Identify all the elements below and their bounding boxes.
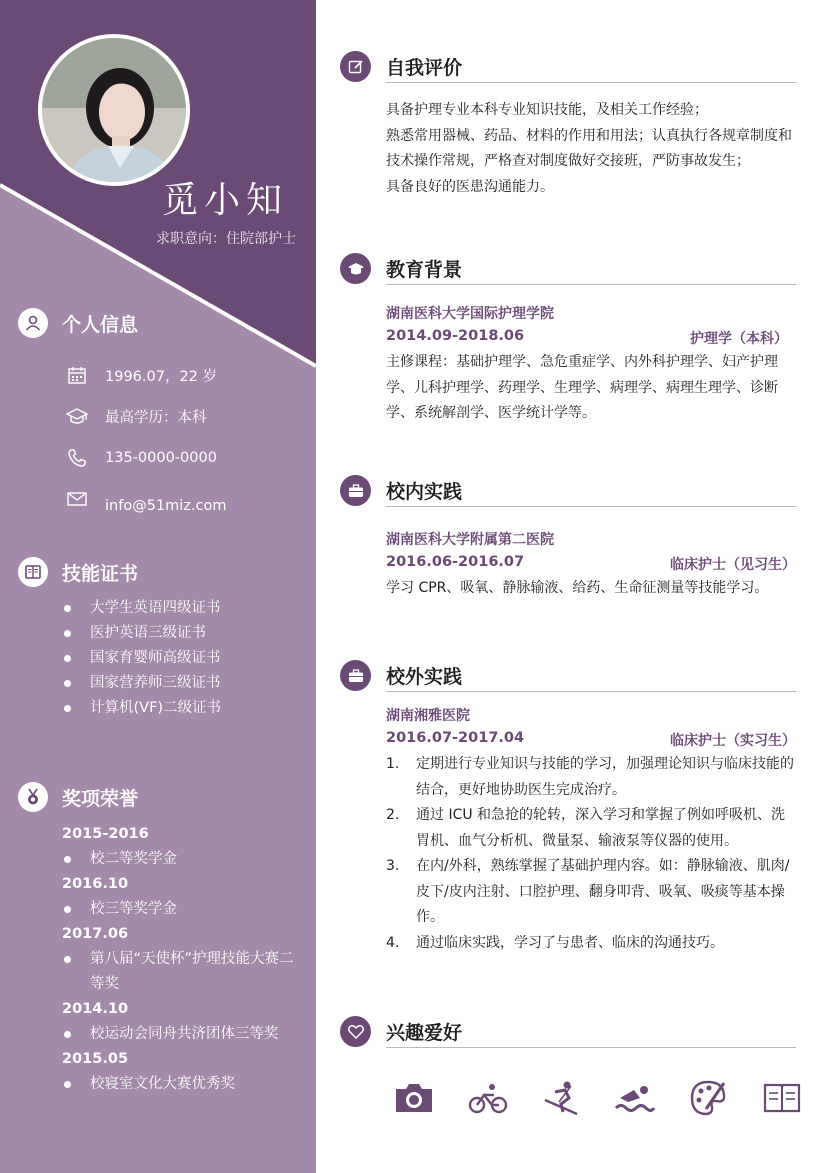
medal-icon bbox=[18, 782, 48, 812]
info-phone-text: 135-0000-0000 bbox=[105, 450, 217, 466]
external-practice-title: 校外实践 bbox=[386, 666, 463, 688]
certs-list bbox=[62, 596, 221, 721]
job-objective: 求职意向：住院部护士 bbox=[156, 231, 296, 247]
list-item: 1. 定期进行专业知识与技能的学习，加强理论知识与临床技能的结合，更好地协助医生完成治疗。 bbox=[386, 756, 794, 798]
painting-icon bbox=[686, 1076, 730, 1120]
campus-practice-desc: 学习 CPR、吸氧、静脉输液、给药、生命征测量等技能学习。 bbox=[386, 580, 769, 596]
briefcase-icon bbox=[340, 660, 371, 691]
award-item: 校二等奖学金 bbox=[62, 847, 302, 872]
self-eval-title: 自我评价 bbox=[386, 57, 463, 79]
award-item: 校寝室文化大赛优秀奖 bbox=[62, 1072, 302, 1097]
external-practice-list bbox=[386, 752, 796, 956]
info-birth-text: 1996.07，22 岁 bbox=[105, 368, 218, 385]
candidate-name: 觅小知 bbox=[161, 180, 288, 221]
briefcase-icon bbox=[340, 475, 371, 506]
campus-practice-role: 临床护士（见习生） bbox=[670, 557, 796, 573]
awards-heading bbox=[18, 782, 138, 812]
divider bbox=[386, 284, 796, 285]
self-eval-line: 熟悉常用器械、药品、材料的作用和用法；认真执行各规章制度和技术操作常规，严格查对制度做好交接班，严防事故发生； bbox=[386, 127, 792, 169]
skiing-icon bbox=[539, 1076, 583, 1120]
cycling-icon bbox=[466, 1076, 510, 1120]
external-practice-org: 湖南湘雅医院 bbox=[386, 708, 470, 724]
education-period: 2014.09-2018.06 bbox=[386, 328, 525, 344]
reading-icon bbox=[760, 1076, 804, 1120]
awards-title: 奖项荣誉 bbox=[62, 787, 139, 810]
graduation-cap-icon bbox=[340, 253, 371, 284]
education-major: 护理学（本科） bbox=[690, 331, 788, 347]
education-heading bbox=[340, 253, 796, 287]
divider bbox=[386, 1047, 796, 1048]
list-item: 计算机(VF)二级证书 bbox=[62, 696, 221, 721]
campus-practice-period: 2016.06-2016.07 bbox=[386, 554, 525, 570]
hobbies-title: 兴趣爱好 bbox=[386, 1022, 463, 1044]
sidebar bbox=[0, 0, 316, 1173]
external-practice-period: 2016.07-2017.04 bbox=[386, 730, 525, 746]
divider bbox=[386, 691, 796, 692]
swimming-icon bbox=[613, 1076, 657, 1120]
award-year: 2015-2016 bbox=[62, 826, 149, 842]
personal-info-title: 个人信息 bbox=[62, 313, 139, 336]
self-eval-body bbox=[386, 98, 796, 200]
book-icon bbox=[18, 557, 48, 587]
mail-icon bbox=[66, 488, 88, 510]
award-year: 2014.10 bbox=[62, 1001, 129, 1017]
list-item: 医护英语三级证书 bbox=[62, 621, 221, 646]
external-practice-role: 临床护士（实习生） bbox=[670, 733, 796, 749]
list-item: 国家营养师三级证书 bbox=[62, 671, 221, 696]
divider bbox=[386, 506, 796, 507]
self-eval-line: 具备护理专业本科专业知识技能，及相关工作经验； bbox=[386, 102, 708, 118]
info-email bbox=[66, 488, 227, 514]
certs-title: 技能证书 bbox=[62, 562, 139, 585]
info-education bbox=[66, 405, 207, 427]
list-item: 2. 通过 ICU 和急抢的轮转，深入学习和掌握了例如呼吸机、洗胃机、血气分析机、微量泵、输液泵等仪器的使用。 bbox=[386, 807, 786, 849]
phone-icon bbox=[66, 447, 88, 469]
info-email-text: info@51miz.com bbox=[105, 498, 227, 514]
info-birth bbox=[66, 364, 217, 386]
self-eval-heading bbox=[340, 51, 796, 85]
list-item: 4. 通过临床实践，学习了与患者、临床的沟通技巧。 bbox=[386, 934, 724, 951]
education-period-row bbox=[386, 328, 796, 348]
award-year: 2017.06 bbox=[62, 926, 129, 942]
divider bbox=[386, 82, 796, 83]
education-courses: 主修课程：基础护理学、急危重症学、内外科护理学、妇产护理学、儿科护理学、药理学、生理学、病理学、病理生理学、诊断学、系统解剖学、医学统计学等。 bbox=[386, 354, 778, 421]
edit-icon bbox=[340, 51, 371, 82]
list-item: 国家育婴师高级证书 bbox=[62, 646, 221, 671]
education-school: 湖南医科大学国际护理学院 bbox=[386, 306, 554, 322]
list-item: 3. 在内/外科，熟练掌握了基础护理内容。如：静脉输液、肌肉/皮下/皮内注射、口腔护理、翻身叩背、吸氧、吸痰等基本操作。 bbox=[386, 858, 790, 925]
award-year: 2016.10 bbox=[62, 876, 129, 892]
info-education-text: 最高学历：本科 bbox=[105, 409, 207, 426]
campus-practice-org: 湖南医科大学附属第二医院 bbox=[386, 532, 554, 548]
awards-list bbox=[62, 822, 302, 1097]
hobbies-heading bbox=[340, 1016, 796, 1050]
award-year: 2015.05 bbox=[62, 1051, 129, 1067]
personal-info-heading bbox=[18, 308, 138, 338]
education-title: 教育背景 bbox=[386, 259, 463, 281]
heart-icon bbox=[340, 1016, 371, 1047]
campus-practice-heading bbox=[340, 475, 796, 509]
campus-practice-title: 校内实践 bbox=[386, 481, 463, 503]
campus-practice-period-row bbox=[386, 554, 796, 574]
calendar-icon bbox=[66, 364, 88, 386]
external-practice-heading bbox=[340, 660, 796, 694]
award-item: 第八届“天使杯”护理技能大赛二等奖 bbox=[62, 947, 302, 997]
main-content bbox=[340, 0, 800, 1173]
certs-heading bbox=[18, 557, 138, 587]
award-item: 校运动会同舟共济团体三等奖 bbox=[62, 1022, 302, 1047]
camera-icon bbox=[392, 1076, 436, 1120]
self-eval-line: 具备良好的医患沟通能力。 bbox=[386, 178, 554, 195]
info-phone bbox=[66, 447, 217, 469]
external-practice-period-row bbox=[386, 730, 796, 750]
person-icon bbox=[18, 308, 48, 338]
list-item: 大学生英语四级证书 bbox=[62, 596, 221, 621]
avatar bbox=[38, 34, 190, 186]
graduation-cap-icon bbox=[66, 405, 88, 427]
award-item: 校三等奖学金 bbox=[62, 897, 302, 922]
hobbies-icons bbox=[392, 1076, 804, 1120]
